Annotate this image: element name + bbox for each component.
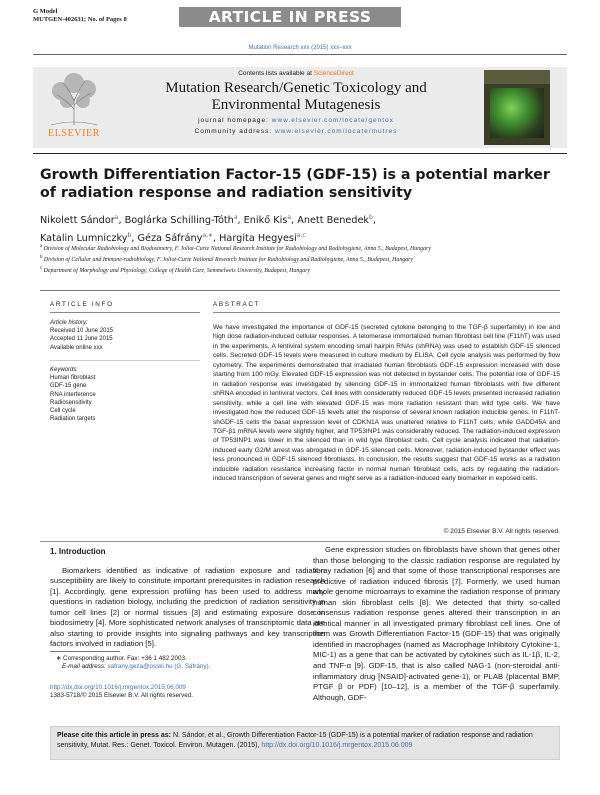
article-history [50, 319, 200, 352]
author-affiliation-marker[interactable]: a [233, 214, 238, 221]
abstract-text: We have investigated the importance of GDF-15 (secreted cytokine belonging to the TGF-β superfamily) in low and high dose radiation-induced cellular responses. A telomerase immortalized human fibroblast cell line (F11hT) was used in the experiments. A lentiviral system encoding small hairpin RNAs (shRNA) was used to establish GDF-15 silenced cells. Secreted GDF-15 levels were measured in culture medium by ELISA. Cell cycle analysis was performed by flow cytometry. The experiments demonstrated that irradiated human fibroblasts GDF-15 expression increased with dose starting from 100 mGy. Elevated GDF-15 expression was not detected in bystander cells. The potential role of GDF-15 in radiation response was investigated by silencing GDF-15 in immortalized human fibroblasts with five different shRNA encoded in lentiviral vectors. Cell lines with considerably reduced GDF-15 levels presented increased radiation sensitivity, while a cell line with elevated GDF-15 was more radiation resistant than wild type cells. We have investigated how the reduced GDF-15 levels alter the response of several known radiation inducible genes. In F11hT-shGDF-15 cells the basal expression level of CDKN1A was unaltered relative to F11hT cells, while GADD45A and TGF-β1 mRNA levels were slightly higher, and TP53INP1 was considerably reduced. The radiation-induced expression of TP53INP1 was lower in the silenced than in wild type fibroblast cells. Cell cycle analysis indicated that radiation-induced early G2/M arrest was abrogated in GDF-15 silenced cells. Moreover, radiation-induced bystander effect was less pronounced in GDF-15 silenced fibroblasts. In conclusion, the results suggest that GDF-15 works as a radiation inducible radiation resistance increasing factor in normal human fibroblast cells, acts by regulating the radiation-induced transcription of several genes and might serve as a radiation-induced early biomarker in exposed cells. [213, 324, 560, 483]
author-line-1: Nikolett Sándor$^a$, Boglárka Schilling-Tóth$^a$, Enikő Kis$^a$, Anett Benedek$^b$, [40, 214, 376, 227]
journal-title-line1: Mutation Research/Genetic Toxicology and [165, 80, 427, 96]
author-name[interactable]: Géza Sáfrány [137, 233, 203, 245]
journal-citation[interactable]: Mutation Research xxx (2015) xxx–xxx [248, 45, 352, 51]
introduction-paragraph: Biomarkers identified as indicative of radiation exposure and radiation susceptibility are likely to constitute important prerequisites in radiation research [1]. Accordingly, gene expression profiling has been used to address many questions in radiation biology, including the prediction of radiation sensitivity in tumor cell lines [2] or normal tissues [3] and estimating exposure dose in biodosimetry [4]. More sophisticated network analyses of transcriptomic data are also starting to provide insights into signaling pathways and key transcription factors involved in radiation [5]. [50, 565, 325, 649]
affiliation-marker: a [40, 244, 43, 249]
article-info-rule [50, 312, 200, 313]
affiliation-text: Division of Molecular Radiobiology and Biodosimetry, F. Joliot-Curie National Research Institute for Radiobiology and Radiohygiene, Anna 5., Budapest, Hungary [42, 245, 431, 252]
author-affiliation-marker[interactable]: a [114, 214, 119, 221]
history-received: Received 10 June 2015 [50, 328, 114, 335]
please-cite-text: N. Sándor, et al., Growth Differentiation Factor-15 (GDF-15) is a potential marker of radiation response and radiation sensitivity, Mutat. Res.: Genet. Toxicol. Environ. Mutagen. (2015), [57, 732, 533, 749]
journal-links [130, 115, 462, 137]
please-cite-doi[interactable]: http://dx.doi.org/10.1016/j.mrgentox.2015.06.009 [261, 742, 413, 749]
keywords-heading: Keywords: [50, 367, 79, 373]
model-label: G Model [33, 8, 58, 15]
issn-line: 1383-5718/© 2015 Elsevier B.V. All rights reserved. [50, 692, 194, 699]
abstract-copyright: © 2015 Elsevier B.V. All rights reserved. [443, 528, 560, 535]
manuscript-code: MUTGEN-402631; No. of Pages 8 [33, 16, 127, 23]
author-list [40, 210, 560, 246]
article-in-press-banner: ARTICLE IN PRESS [179, 7, 401, 27]
please-cite-prefix: Please cite this article in press as: [57, 732, 172, 739]
affiliation-item [40, 265, 560, 276]
manuscript-id [33, 8, 127, 24]
keyword: RNA interference [50, 391, 96, 398]
corresponding-author-note [50, 655, 320, 671]
abstract-bottom-rule [40, 541, 560, 542]
author-name[interactable]: Anett Benedek [297, 215, 370, 227]
doi-link[interactable]: http://dx.doi.org/10.1016/j.mrgentox.2015.06.009 [50, 684, 186, 691]
cover-banner [484, 70, 550, 84]
elsevier-wordmark: ELSEVIER [47, 128, 101, 139]
history-accepted: Accepted 11 June 2015 [50, 336, 113, 343]
right-column-paragraph: Gene expression studies on fibroblasts have shown that genes other than those belonging to the classic radiation response are regulated by X-ray radiation [6] and that some of those transcriptional responses are predictive of radiation induced fibrosis [7]. Formerly, we used human whole genome microarrays to examine the radiation response of primary human skin fibroblast cells [8]. We detected that thirty so-called consensus radiation response genes altered their transcription in an identical manner in all investigated primary fibroblast cell lines. One of them was Growth Differentiation Factor-15 (GDF-15) that was originally identified in macrophages (named as Macrophage Inhibitory Cytokine-1, MIC-1) as a gene that can be activated by cytokines such as IL-1β, IL-2, and TNF-α [9]. GDF-15, that is also called NAG-1 (non-steroidal anti-inflammatory drug [NSAID]-activated gene-1), or PLAB (placental BMP, PTGF β or PDF) [10–12], is a member of the TGF-β superfamily. Although, GDF- [313, 545, 560, 702]
contents-prefix: Contents lists available at [238, 70, 314, 77]
keyword: Radiation targets [50, 416, 96, 423]
publication-identifiers [50, 684, 320, 700]
keyword: Cell cycle [50, 408, 76, 415]
contents-availability [130, 70, 462, 77]
abstract-heading: ABSTRACT [213, 301, 261, 308]
body-column-left [50, 543, 325, 650]
article-title: Growth Differentiation Factor-15 (GDF-15) is a potential marker of radiation response and radiation sensitivity [40, 167, 550, 201]
affiliations [40, 243, 560, 275]
author-name[interactable]: Hargita Hegyesi [219, 233, 297, 245]
abstract-rule [213, 312, 560, 313]
community-link[interactable]: www.elsevier.com/locate/mutres [274, 128, 398, 135]
cover-micrograph [490, 88, 544, 138]
affiliation-marker: c [40, 265, 43, 271]
footnote-rule [50, 651, 120, 652]
affiliation-text: Division of Cellular and Immune-radiobiology, F. Joliot-Curie National Research Institute for Radiobiology and Radiohygiene, Anna 5., Budapest, Hungary [42, 256, 414, 263]
history-online: Available online xxx [50, 344, 103, 351]
keyword: GDF-15 gene [50, 383, 87, 390]
keyword: Radiosensitivity [50, 399, 92, 406]
article-info-heading: ARTICLE INFO [50, 301, 114, 308]
keywords [50, 366, 200, 423]
author-name[interactable]: Boglárka Schilling-Tóth [124, 215, 234, 227]
journal-title [130, 80, 462, 113]
author-name[interactable]: Nikolett Sándor [40, 215, 115, 227]
affiliation-item [40, 254, 560, 265]
journal-cover-image [484, 70, 550, 145]
author-affiliation-marker[interactable]: a [287, 214, 292, 221]
homepage-label: journal homepage: [198, 117, 272, 124]
homepage-link[interactable]: www.elsevier.com/locate/gentox [271, 117, 394, 124]
please-cite-box [50, 726, 560, 760]
article-info-separator [50, 360, 200, 361]
corresponding-author: ∗ Corresponding author. Fax: +36 1 482 2003. [56, 655, 187, 662]
header-bottom-rule [33, 153, 567, 154]
author-affiliation-marker[interactable]: a,∗ [202, 232, 213, 240]
body-column-right [313, 545, 560, 703]
history-heading: Article history: [50, 320, 88, 326]
header-divider [33, 54, 567, 55]
author-name[interactable]: Katalin Lumniczky [40, 233, 128, 245]
community-label: Community address: [194, 128, 275, 135]
author-line-2: Katalin Lumniczky$^b$, Géza Sáfrány$^{a,∗}$, Hargita Hegyesi$^{a,c}$ [40, 232, 306, 245]
affiliation-text: Department of Morphology and Physiology, College of Health Care, Semmelweis University, Budapest, Hungary [42, 267, 311, 274]
affiliation-item [40, 243, 560, 254]
keyword: Human fibroblast [50, 375, 96, 382]
sciencedirect-link[interactable]: ScienceDirect [313, 70, 354, 77]
affiliation-marker: b [40, 254, 43, 260]
email-label: E-mail address: [62, 663, 108, 670]
journal-title-line2: Environmental Mutagenesis [211, 96, 381, 113]
author-affiliation-marker[interactable]: a,c [296, 232, 306, 240]
affiliation-divider [40, 290, 560, 291]
introduction-heading: 1. Introduction [50, 547, 106, 556]
email-link[interactable]: safrany.geza@osski.hu (G. Sáfrány). [107, 663, 211, 670]
author-affiliation-marker[interactable]: b [369, 214, 373, 221]
author-affiliation-marker[interactable]: b [127, 232, 132, 240]
author-name[interactable]: Enikő Kis [243, 215, 288, 227]
